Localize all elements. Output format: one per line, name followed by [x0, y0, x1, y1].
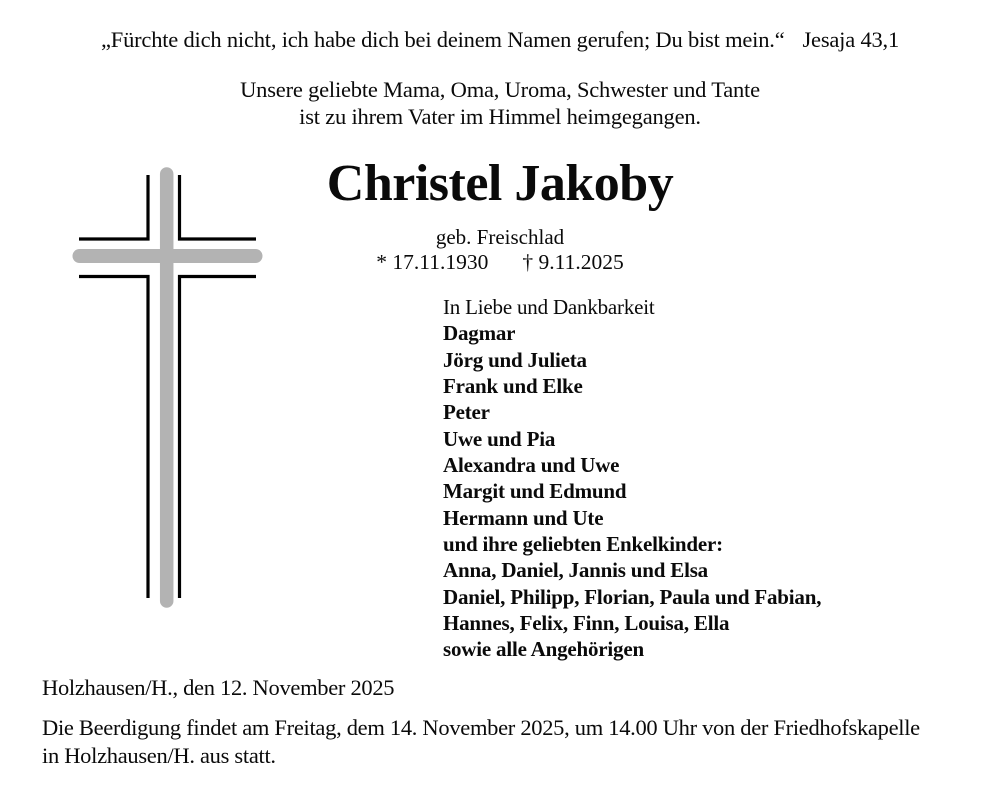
- funeral-line-1: Die Beerdigung findet am Freitag, dem 14. November 2025, um 14.00 Uhr von der Friedhofskapelle: [42, 715, 920, 740]
- mourner-name: Margit und Edmund: [443, 479, 627, 504]
- intro-line-1: Unsere geliebte Mama, Oma, Uroma, Schwester und Tante: [240, 77, 760, 102]
- intro-line-2: ist zu ihrem Vater im Himmel heimgegangen.: [299, 104, 701, 129]
- maiden-name: geb. Freischlad: [435, 225, 565, 249]
- mourner-name: Uwe und Pia: [443, 426, 556, 451]
- mourner-name: sowie alle Angehörigen: [443, 637, 644, 662]
- bible-quote-source: Jesaja 43,1: [802, 27, 900, 52]
- mourner-name: Dagmar: [443, 321, 516, 346]
- funeral-line-2: in Holzhausen/H. aus statt.: [42, 743, 276, 768]
- mourner-name: Frank und Elke: [443, 374, 583, 399]
- mourners-list: [443, 320, 821, 662]
- intro-text: [0, 76, 1000, 130]
- deceased-name: Christel Jakoby: [326, 155, 674, 212]
- funeral-info: [42, 714, 982, 770]
- mourner-name: Anna, Daniel, Jannis und Elsa: [443, 558, 708, 583]
- mourner-name: Alexandra und Uwe: [443, 453, 620, 478]
- mourner-name: Daniel, Philipp, Florian, Paula und Fabian,: [443, 584, 822, 609]
- birth-date: * 17.11.1930: [376, 250, 489, 274]
- life-dates: [0, 250, 1000, 274]
- bible-quote-line: [0, 27, 1000, 53]
- mourners-block: [443, 294, 821, 663]
- death-date: † 9.11.2025: [522, 250, 624, 274]
- mourner-name: Hannes, Felix, Finn, Louisa, Ella: [443, 611, 730, 636]
- mourner-name: Jörg und Julieta: [443, 347, 587, 372]
- mourner-name: Hermann und Ute: [443, 505, 604, 530]
- mourners-intro: In Liebe und Dankbarkeit: [443, 295, 655, 319]
- mourner-name: und ihre geliebten Enkelkinder:: [443, 532, 723, 557]
- bible-quote-text: „Fürchte dich nicht, ich habe dich bei deinem Namen gerufen; Du bist mein.“: [100, 27, 785, 52]
- city-date-line: Holzhausen/H., den 12. November 2025: [42, 675, 395, 700]
- mourner-name: Peter: [443, 400, 490, 425]
